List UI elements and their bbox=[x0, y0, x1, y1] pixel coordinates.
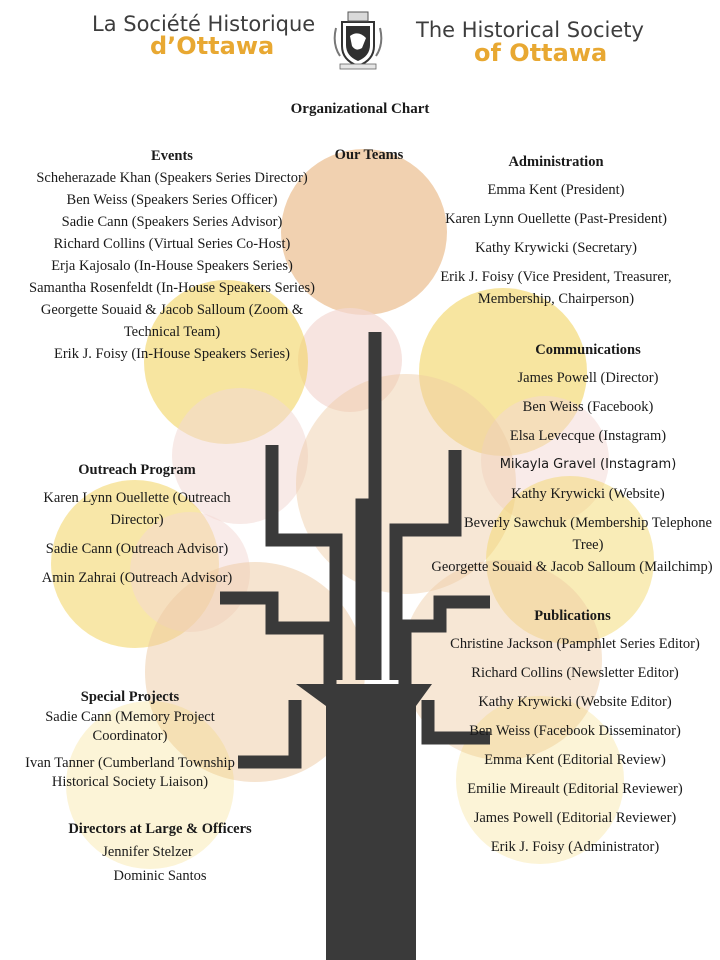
member: Erik J. Foisy (In-House Speakers Series) bbox=[54, 346, 290, 362]
logo-french-line2: d’Ottawa bbox=[150, 32, 275, 60]
member: Ben Weiss (Speakers Series Officer) bbox=[66, 192, 278, 208]
member: Scheherazade Khan (Speakers Series Director) bbox=[36, 170, 308, 186]
member: Ben Weiss (Facebook) bbox=[522, 399, 654, 415]
logo-french-line1: La Société Historique bbox=[92, 12, 316, 36]
member: Georgette Souaid & Jacob Salloum (Zoom & Technical Team) bbox=[40, 302, 304, 340]
member: Elsa Levecque (Instagram) bbox=[509, 428, 667, 444]
member: Dominic Santos bbox=[113, 868, 207, 884]
member: Kathy Krywicki (Secretary) bbox=[475, 240, 637, 256]
member: Emma Kent (President) bbox=[487, 182, 625, 198]
outreach-heading: Outreach Program bbox=[78, 462, 196, 478]
teams-label bbox=[326, 144, 412, 166]
directors-section bbox=[40, 818, 280, 888]
member: Sadie Cann (Outreach Advisor) bbox=[45, 541, 229, 557]
events-section bbox=[28, 145, 316, 365]
special-projects-section bbox=[10, 686, 250, 792]
member: Georgette Souaid & Jacob Salloum (Mailchimp) bbox=[431, 559, 713, 575]
member: Erik J. Foisy (Administrator) bbox=[490, 839, 660, 855]
member: Ivan Tanner (Cumberland Township Historical Society Liaison) bbox=[25, 755, 235, 790]
member: Karen Lynn Ouellette (Outreach Director) bbox=[43, 490, 231, 528]
member: Kathy Krywicki (Website) bbox=[511, 486, 665, 502]
member: Mikayla Gravel (Instagram) bbox=[499, 457, 677, 472]
special-projects-heading: Special Projects bbox=[80, 689, 180, 705]
teams-heading: Our Teams bbox=[334, 147, 404, 163]
member: Richard Collins (Newsletter Editor) bbox=[471, 665, 679, 681]
member: Emilie Mireault (Editorial Reviewer) bbox=[467, 781, 683, 797]
member: Richard Collins (Virtual Series Co-Host) bbox=[53, 236, 291, 252]
logo-english-line2: of Ottawa bbox=[474, 39, 608, 67]
member: Erja Kajosalo (In-House Speakers Series) bbox=[51, 258, 293, 274]
member: Beverly Sawchuk (Membership Telephone Tree) bbox=[464, 515, 712, 553]
member: Christine Jackson (Pamphlet Series Editor) bbox=[450, 636, 700, 652]
member: Sadie Cann (Speakers Series Advisor) bbox=[61, 214, 283, 230]
crest-icon bbox=[328, 8, 388, 72]
member: Samantha Rosenfeldt (In-House Speakers Series) bbox=[29, 280, 315, 296]
communications-heading: Communications bbox=[535, 342, 641, 358]
communications-section bbox=[431, 339, 714, 585]
administration-section bbox=[418, 151, 694, 317]
directors-heading: Directors at Large & Officers bbox=[68, 821, 252, 837]
member: Jennifer Stelzer bbox=[102, 844, 193, 860]
member: Karen Lynn Ouellette (Past-President) bbox=[445, 211, 667, 227]
member: Erik J. Foisy (Vice President, Treasurer, Membership, Chairperson) bbox=[440, 269, 672, 307]
member: Emma Kent (Editorial Review) bbox=[484, 752, 666, 768]
member: James Powell (Editorial Reviewer) bbox=[473, 810, 677, 826]
header bbox=[0, 0, 720, 80]
administration-heading: Administration bbox=[508, 154, 604, 170]
member: Amin Zahrai (Outreach Advisor) bbox=[41, 570, 233, 586]
logo-french bbox=[92, 14, 315, 58]
logo-english-line1: The Historical Society bbox=[416, 18, 644, 42]
outreach-section bbox=[24, 459, 250, 596]
publications-heading: Publications bbox=[534, 608, 611, 624]
publications-section bbox=[432, 605, 718, 865]
logo-english bbox=[416, 20, 644, 65]
events-heading: Events bbox=[151, 148, 193, 164]
member: Kathy Krywicki (Website Editor) bbox=[478, 694, 672, 710]
page-title: Organizational Chart bbox=[290, 101, 430, 117]
member: Sadie Cann (Memory Project Coordinator) bbox=[45, 709, 215, 744]
member: James Powell (Director) bbox=[517, 370, 659, 386]
member: Ben Weiss (Facebook Disseminator) bbox=[469, 723, 681, 739]
